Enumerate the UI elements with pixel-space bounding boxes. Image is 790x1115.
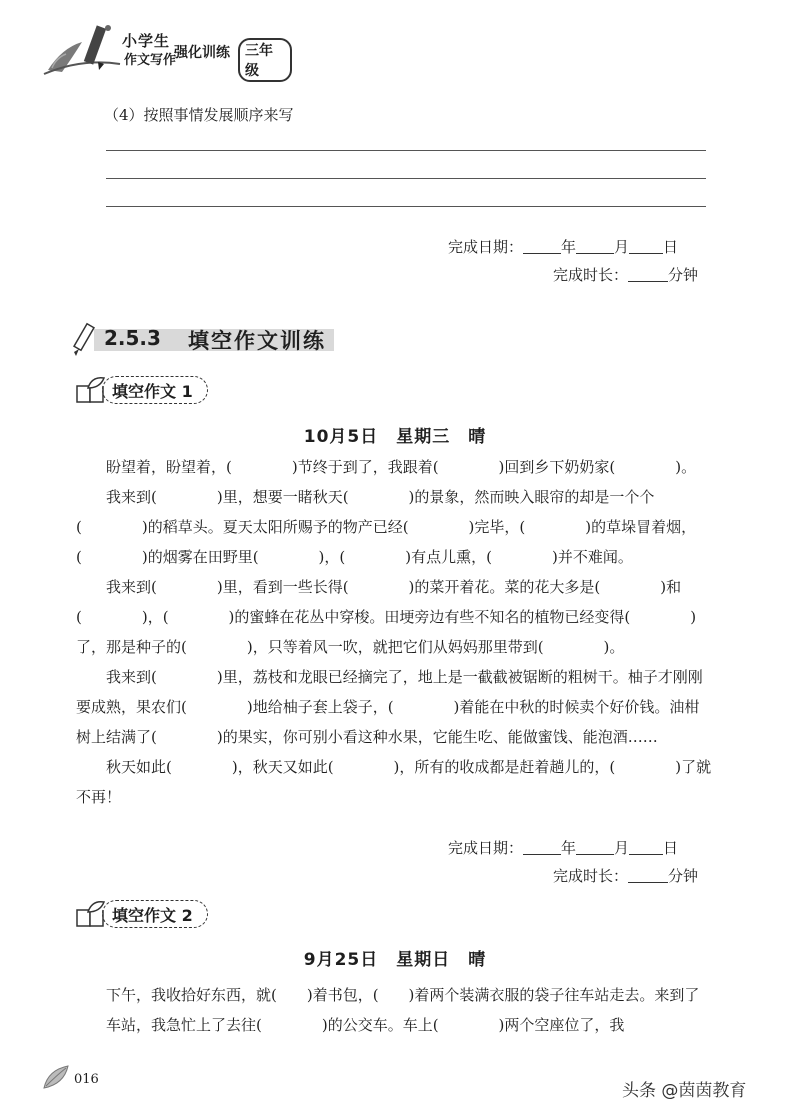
month-blank [576, 854, 614, 855]
writing-line [106, 206, 706, 207]
year-label: 年 [561, 238, 577, 256]
day-blank [629, 253, 663, 254]
exercise-1-paragraph: 秋天如此( )，秋天又如此( )，所有的收成都是赶着趟儿的，( )了就不再！ [76, 758, 712, 806]
section-number: 2.5.3 [104, 326, 161, 350]
completion-date-label: 完成日期： [448, 238, 524, 256]
duration-blank [628, 882, 668, 883]
exercise-1-paragraph: 我来到( )里，想要一睹秋天( )的景象，然而映入眼帘的却是一个个( )的稻草头。夏天太阳所赐予的物产已经( )完毕，( )的草垛冒着烟，( )的烟雾在田野里( )，( )有点儿熏，( )并不难闻。 [76, 488, 697, 566]
year-label: 年 [561, 839, 577, 857]
brand-subtitle: 强化训练 [174, 45, 230, 61]
day-label: 日 [663, 238, 679, 256]
section-heading [70, 320, 340, 358]
completion-duration-row [553, 264, 698, 285]
month-label: 月 [614, 238, 630, 256]
year-blank [523, 854, 561, 855]
minutes-label: 分钟 [668, 266, 699, 284]
page-number: 016 [74, 1072, 99, 1087]
year-blank [523, 253, 561, 254]
leaf-footer-icon [40, 1062, 74, 1092]
completion-duration-row [553, 865, 698, 886]
exercise-2-badge [74, 898, 214, 930]
exercise-2-badge-label: 填空作文 2 [112, 906, 193, 925]
brand-title-line2: 作文写作 [124, 53, 177, 68]
watermark: 头条 @茵茵教育 [622, 1081, 747, 1101]
day-label: 日 [663, 839, 679, 857]
month-label: 月 [614, 839, 630, 857]
duration-label: 完成时长： [553, 266, 629, 284]
exercise-2-heading: 9月25日 星期日 晴 [303, 950, 487, 970]
exercise-1-badge [74, 374, 214, 406]
exercise-2-paragraph: 下午，我收拾好东西，就( )着书包，( )着两个装满衣服的袋子往车站走去。来到了车站，我急忙上了去往( )的公交车。车上( )两个空座位了，我 [106, 986, 700, 1034]
grade-badge: 三年级 [238, 38, 292, 82]
completion-date-row [448, 837, 678, 858]
writing-line [106, 178, 706, 179]
exercise-1-badge-label: 填空作文 1 [112, 382, 193, 401]
header-logo [42, 18, 292, 79]
minutes-label: 分钟 [668, 867, 699, 885]
day-blank [629, 854, 663, 855]
writing-line [106, 150, 706, 151]
month-blank [576, 253, 614, 254]
duration-blank [628, 281, 668, 282]
completion-date-row [448, 236, 678, 257]
pencil-logo-icon [42, 18, 122, 76]
question-4-label: （4）按照事情发展顺序来写 [104, 106, 294, 124]
exercise-1-paragraph: 我来到( )里，荔枝和龙眼已经摘完了，地上是一截截被锯断的粗树干。柚子才刚刚要成熟，果农们( )地给柚子套上袋子，( )着能在中秋的时候卖个好价钱。油柑树上结满了( )的果实，你可别小看这种水果，它能生吃、能做蜜饯、能泡酒…… [76, 668, 703, 746]
section-title: 填空作文训练 [188, 329, 326, 353]
completion-date-label: 完成日期： [448, 839, 524, 857]
exercise-1-paragraph: 我来到( )里，看到一些长得( )的菜开着花。菜的花大多是( )和( )，( )的蜜蜂在花丛中穿梭。田埂旁边有些不知名的植物已经变得( )了，那是种子的( )，只等着风一吹，就把它们从妈妈那里带到( )。 [76, 578, 697, 656]
exercise-1-heading: 10月5日 星期三 晴 [303, 427, 487, 447]
brand-title-line1: 小学生 [122, 32, 171, 50]
exercise-1-paragraph: 盼望着，盼望着，( )节终于到了，我跟着( )回到乡下奶奶家( )。 [106, 458, 697, 476]
duration-label: 完成时长： [553, 867, 629, 885]
